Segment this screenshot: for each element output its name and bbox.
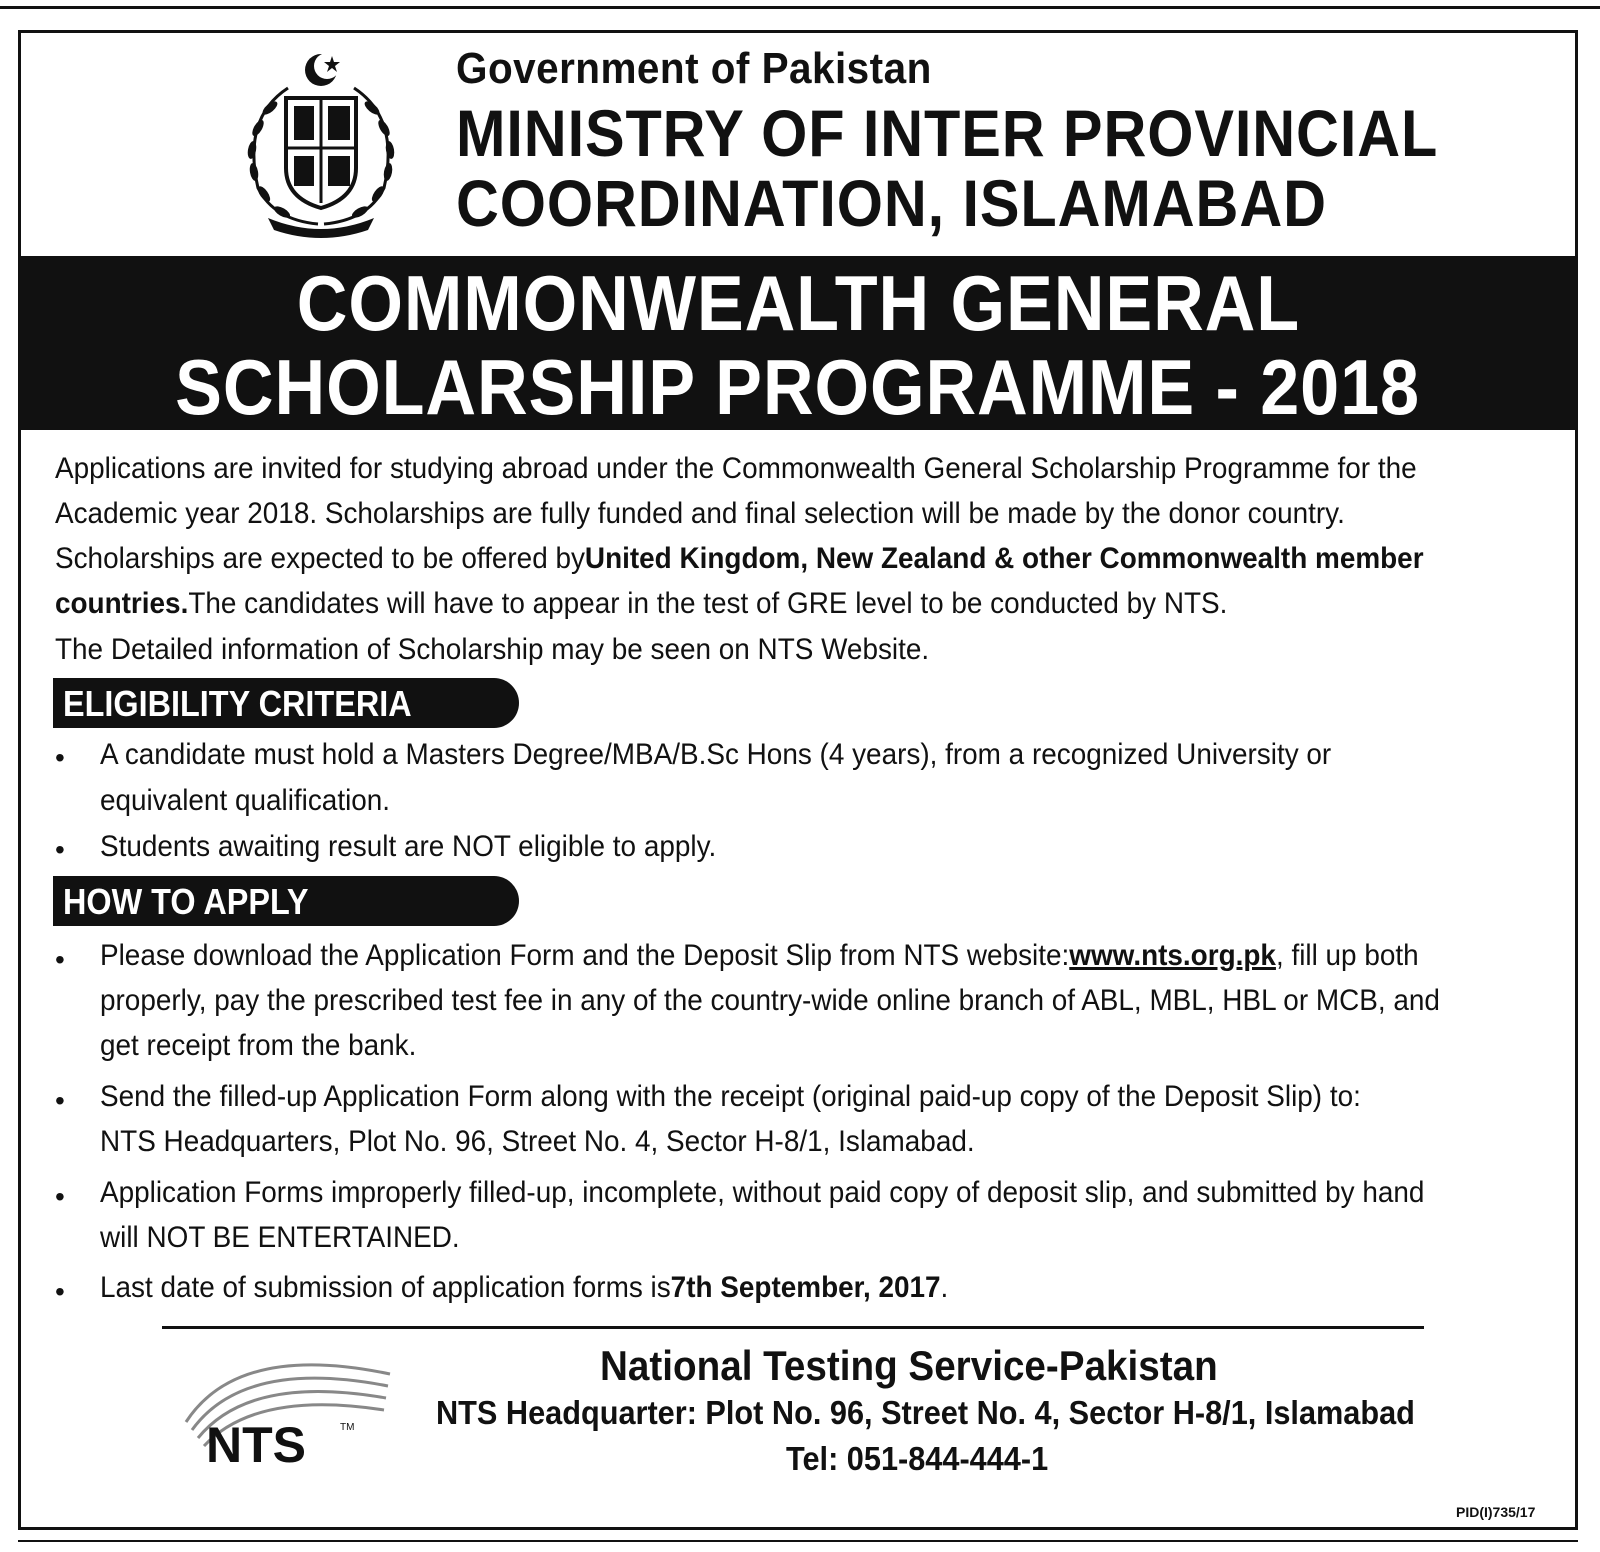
footer-rule — [162, 1326, 1424, 1329]
intro-line1: Applications are invited for studying abroad under the Commonwealth General Scholarship Programme for the — [55, 452, 1417, 485]
nts-website-link[interactable]: www.nts.org.pk — [1069, 939, 1276, 972]
ministry-title — [456, 98, 1438, 238]
pid-number: PID(I)735/17 — [1456, 1504, 1536, 1520]
nts-logo-icon — [178, 1352, 398, 1472]
bullet-icon: • — [55, 944, 65, 975]
nts-headquarter-address: NTS Headquarter: Plot No. 96, Street No. 4, Sector H-8/1, Islamabad — [436, 1394, 1415, 1431]
apply-item-3-line1: Application Forms improperly filled-up, incomplete, without paid copy of deposit slip, and submitted by hand — [100, 1176, 1425, 1209]
ministry-title-line2: COORDINATION, ISLAMABAD — [456, 166, 1327, 240]
nts-logo-text: NTS — [206, 1417, 306, 1472]
apply-item-1-line3: get receipt from the bank. — [100, 1029, 417, 1062]
apply-item-2-line2: NTS Headquarters, Plot No. 96, Street No. 4, Sector H-8/1, Islamabad. — [100, 1125, 975, 1158]
eligibility-item-2: Students awaiting result are NOT eligible to apply. — [100, 830, 717, 863]
bullet-icon: • — [55, 742, 65, 773]
eligibility-heading: ELIGIBILITY CRITERIA — [53, 678, 519, 728]
apply-item-1-line2: properly, pay the prescribed test fee in any of the country-wide online branch of ABL, MBL, HBL or MCB, and — [100, 984, 1440, 1017]
apply-item-2-line1: Send the filled-up Application Form along with the receipt (original paid-up copy of the Deposit Slip) to: — [100, 1080, 1361, 1113]
intro-line2: Academic year 2018. Scholarships are fully funded and final selection will be made by the donor country. — [55, 497, 1345, 530]
how-to-apply-heading: HOW TO APPLY — [53, 876, 519, 926]
bottom-rule — [18, 1540, 1578, 1542]
ministry-title-line1: MINISTRY OF INTER PROVINCIAL — [456, 96, 1439, 170]
eligibility-item-1-line2: equivalent qualification. — [100, 784, 391, 817]
bullet-icon: • — [55, 1181, 65, 1212]
intro-line5: The Detailed information of Scholarship may be seen on NTS Website. — [55, 633, 930, 666]
apply-item-3-line2: will NOT BE ENTERTAINED. — [100, 1221, 460, 1254]
banner-line2: SCHOLARSHIP PROGRAMME - 2018 — [175, 343, 1421, 431]
government-title: Government of Pakistan — [456, 44, 932, 93]
state-emblem-icon — [228, 48, 414, 238]
apply-item-4: Last date of submission of application forms is7th September, 2017. — [100, 1271, 949, 1304]
intro-line4: countries.The candidates will have to appear in the test of GRE level to be conducted by NTS. — [55, 587, 1228, 620]
top-rule — [0, 6, 1600, 9]
programme-banner — [21, 256, 1575, 430]
bullet-icon: • — [55, 834, 65, 865]
nts-name: National Testing Service-Pakistan — [600, 1342, 1218, 1389]
bullet-icon: • — [55, 1276, 65, 1307]
eligibility-item-1-line1: A candidate must hold a Masters Degree/MBA/B.Sc Hons (4 years), from a recognized University or — [100, 738, 1332, 771]
nts-telephone: Tel: 051-844-444-1 — [786, 1440, 1049, 1477]
nts-logo-tm: TM — [340, 1422, 355, 1433]
banner-line1: COMMONWEALTH GENERAL — [296, 259, 1300, 347]
apply-item-1-line1: Please download the Application Form and the Deposit Slip from NTS website:www.nts.org.pk, fill up both — [100, 933, 1540, 979]
bullet-icon: • — [55, 1085, 65, 1116]
intro-line3: Scholarships are expected to be offered byUnited Kingdom, New Zealand & other Commonwealth member — [55, 542, 1424, 575]
